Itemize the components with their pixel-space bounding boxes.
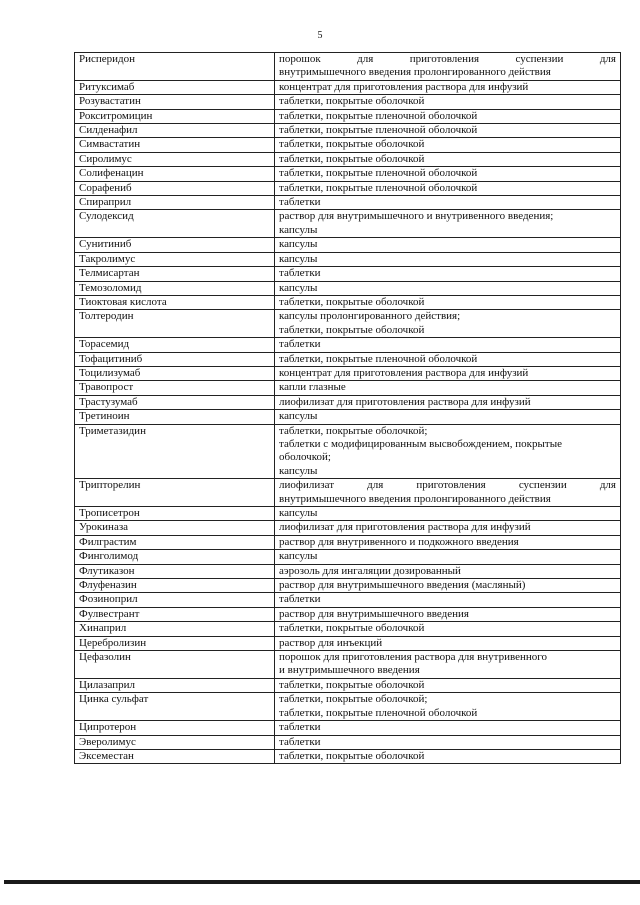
- dosage-form-line: и внутримышечного введения: [279, 664, 420, 677]
- dosage-form-line: таблетки, покрытые оболочкой: [279, 138, 425, 151]
- drug-name-cell: Фозиноприл: [75, 593, 275, 607]
- table-row: [75, 564, 621, 578]
- word: для: [599, 479, 616, 492]
- dosage-form-cell: [275, 735, 621, 749]
- dosage-form-line: внутримышечного введения пролонгированного действия: [279, 66, 551, 79]
- drug-name-cell: Сулодексид: [75, 210, 275, 238]
- table-row: [75, 479, 621, 507]
- drug-name-cell: Ципротерон: [75, 721, 275, 735]
- drug-name-cell: Солифенацин: [75, 167, 275, 181]
- dosage-form-cell: [275, 138, 621, 152]
- table-row: [75, 693, 621, 721]
- dosage-form-cell: [275, 579, 621, 593]
- table-row: [75, 636, 621, 650]
- dosage-form-cell: [275, 564, 621, 578]
- dosage-form-line: [279, 479, 616, 492]
- dosage-form-line: таблетки, покрытые оболочкой: [279, 95, 425, 108]
- drug-name-cell: Филграстим: [75, 535, 275, 549]
- table-row: [75, 366, 621, 380]
- drug-table: [74, 52, 621, 764]
- word: приготовления: [409, 53, 480, 65]
- word: для: [357, 53, 374, 65]
- table-row: [75, 238, 621, 252]
- word: суспензии: [515, 53, 564, 65]
- dosage-form-line: таблетки, покрытые оболочкой;: [279, 693, 428, 706]
- dosage-form-line: таблетки, покрытые пленочной оболочкой: [279, 181, 478, 194]
- dosage-form-cell: [275, 607, 621, 621]
- drug-name-cell: Сиролимус: [75, 152, 275, 166]
- page-number: 5: [317, 30, 323, 41]
- dosage-form-line: оболочкой;: [279, 451, 331, 464]
- dosage-form-line: таблетки: [279, 196, 321, 209]
- drug-name-cell: Рокситромицин: [75, 109, 275, 123]
- bottom-rule: [4, 880, 640, 884]
- word: для: [367, 479, 384, 492]
- word: приготовления: [416, 479, 486, 492]
- dosage-form-cell: [275, 381, 621, 395]
- table-row: [75, 607, 621, 621]
- dosage-form-cell: [275, 636, 621, 650]
- table-row: [75, 410, 621, 424]
- dosage-form-cell: [275, 53, 621, 81]
- dosage-form-cell: [275, 109, 621, 123]
- word: лиофилизат: [279, 479, 335, 492]
- dosage-form-line: капсулы: [279, 281, 318, 294]
- table-row: [75, 267, 621, 281]
- dosage-form-line: концентрат для приготовления раствора для инфузий: [279, 366, 529, 379]
- dosage-form-cell: [275, 95, 621, 109]
- dosage-form-cell: [275, 181, 621, 195]
- dosage-form-cell: [275, 338, 621, 352]
- dosage-form-line: капсулы: [279, 223, 318, 236]
- table-row: [75, 295, 621, 309]
- dosage-form-cell: [275, 281, 621, 295]
- table-row: [75, 622, 621, 636]
- dosage-form-cell: [275, 410, 621, 424]
- drug-name-cell: Телмисартан: [75, 267, 275, 281]
- dosage-form-line: порошок для приготовления раствора для внутривенного: [279, 651, 548, 664]
- dosage-form-line: таблетки, покрытые пленочной оболочкой: [279, 167, 478, 180]
- word: порошок: [279, 53, 321, 65]
- word: суспензии: [518, 479, 567, 492]
- drug-name-cell: Тоцилизумаб: [75, 366, 275, 380]
- dosage-form-line: таблетки: [279, 267, 321, 280]
- drug-name-cell: Хинаприл: [75, 622, 275, 636]
- table-row: [75, 152, 621, 166]
- dosage-form-cell: [275, 152, 621, 166]
- dosage-form-line: таблетки с модифицированным высвобождением, покрытые: [279, 437, 562, 450]
- dosage-form-cell: [275, 678, 621, 692]
- dosage-form-cell: [275, 535, 621, 549]
- dosage-form-line: раствор для внутримышечного введения (масляный): [279, 579, 526, 592]
- dosage-form-cell: [275, 295, 621, 309]
- dosage-form-cell: [275, 196, 621, 210]
- table-row: [75, 95, 621, 109]
- dosage-form-line: внутримышечного введения пролонгированного действия: [279, 492, 551, 505]
- table-row: [75, 678, 621, 692]
- word: для: [599, 53, 616, 65]
- dosage-form-line: таблетки: [279, 721, 321, 734]
- drug-name-cell: Эверолимус: [75, 735, 275, 749]
- drug-name-cell: Рисперидон: [75, 53, 275, 81]
- drug-name-cell: Трописетрон: [75, 507, 275, 521]
- dosage-form-line: таблетки, покрытые оболочкой: [279, 323, 425, 336]
- table-row: [75, 310, 621, 338]
- table-row: [75, 550, 621, 564]
- dosage-form-cell: [275, 310, 621, 338]
- dosage-form-line: раствор для внутримышечного и внутривенного введения;: [279, 210, 554, 223]
- dosage-form-cell: [275, 424, 621, 479]
- table-row: [75, 749, 621, 763]
- dosage-form-cell: [275, 721, 621, 735]
- dosage-form-cell: [275, 395, 621, 409]
- table-row: [75, 721, 621, 735]
- table-row: [75, 338, 621, 352]
- drug-table-body: [75, 53, 621, 764]
- dosage-form-cell: [275, 651, 621, 679]
- dosage-form-line: таблетки, покрытые оболочкой: [279, 152, 425, 165]
- table-row: [75, 281, 621, 295]
- drug-name-cell: Флутиказон: [75, 564, 275, 578]
- table-row: [75, 521, 621, 535]
- dosage-form-cell: [275, 238, 621, 252]
- table-row: [75, 80, 621, 94]
- drug-name-cell: Тофацитиниб: [75, 352, 275, 366]
- dosage-form-line: раствор для инъекций: [279, 636, 383, 649]
- drug-name-cell: Торасемид: [75, 338, 275, 352]
- dosage-form-cell: [275, 507, 621, 521]
- drug-name-cell: Такролимус: [75, 252, 275, 266]
- dosage-form-line: капсулы: [279, 410, 318, 423]
- drug-name-cell: Сорафениб: [75, 181, 275, 195]
- table-row: [75, 196, 621, 210]
- dosage-form-line: таблетки, покрытые оболочкой: [279, 295, 425, 308]
- dosage-form-line: концентрат для приготовления раствора для инфузий: [279, 80, 529, 93]
- table-row: [75, 651, 621, 679]
- drug-name-cell: Сунитиниб: [75, 238, 275, 252]
- drug-name-cell: Цинка сульфат: [75, 693, 275, 721]
- dosage-form-cell: [275, 550, 621, 564]
- dosage-form-line: капсулы: [279, 550, 318, 563]
- dosage-form-line: таблетки, покрытые пленочной оболочкой: [279, 706, 478, 719]
- dosage-form-line: капсулы: [279, 464, 318, 477]
- table-row: [75, 579, 621, 593]
- drug-name-cell: Церебролизин: [75, 636, 275, 650]
- table-row: [75, 252, 621, 266]
- dosage-form-cell: [275, 593, 621, 607]
- dosage-form-line: [279, 53, 616, 66]
- table-row: [75, 210, 621, 238]
- dosage-form-line: капсулы: [279, 238, 318, 251]
- dosage-form-cell: [275, 366, 621, 380]
- dosage-form-line: таблетки, покрытые пленочной оболочкой: [279, 352, 478, 365]
- table-row: [75, 109, 621, 123]
- drug-name-cell: Триметазидин: [75, 424, 275, 479]
- dosage-form-cell: [275, 622, 621, 636]
- dosage-form-line: таблетки, покрытые оболочкой: [279, 749, 425, 762]
- dosage-form-cell: [275, 124, 621, 138]
- dosage-form-line: капсулы: [279, 507, 318, 519]
- dosage-form-cell: [275, 267, 621, 281]
- dosage-form-cell: [275, 80, 621, 94]
- dosage-form-line: таблетки, покрытые оболочкой;: [279, 424, 428, 437]
- drug-name-cell: Тиоктовая кислота: [75, 295, 275, 309]
- table-row: [75, 124, 621, 138]
- drug-name-cell: Третиноин: [75, 410, 275, 424]
- dosage-form-line: аэрозоль для ингаляции дозированный: [279, 564, 461, 577]
- table-row: [75, 352, 621, 366]
- dosage-form-line: таблетки, покрытые оболочкой: [279, 678, 425, 691]
- table-row: [75, 138, 621, 152]
- drug-name-cell: Симвастатин: [75, 138, 275, 152]
- dosage-form-cell: [275, 210, 621, 238]
- dosage-form-cell: [275, 479, 621, 507]
- dosage-form-cell: [275, 167, 621, 181]
- table-row: [75, 535, 621, 549]
- table-row: [75, 381, 621, 395]
- table-row: [75, 507, 621, 521]
- table-row: [75, 181, 621, 195]
- dosage-form-line: таблетки, покрытые пленочной оболочкой: [279, 124, 478, 137]
- drug-name-cell: Флуфеназин: [75, 579, 275, 593]
- dosage-form-line: капсулы: [279, 252, 318, 265]
- table-row: [75, 395, 621, 409]
- drug-name-cell: Трипторелин: [75, 479, 275, 507]
- drug-name-cell: Ритуксимаб: [75, 80, 275, 94]
- dosage-form-line: раствор для внутримышечного введения: [279, 607, 469, 620]
- drug-name-cell: Травопрост: [75, 381, 275, 395]
- dosage-form-line: таблетки: [279, 593, 321, 606]
- dosage-form-cell: [275, 693, 621, 721]
- drug-name-cell: Цилазаприл: [75, 678, 275, 692]
- dosage-form-line: таблетки, покрытые оболочкой: [279, 622, 425, 635]
- dosage-form-cell: [275, 521, 621, 535]
- dosage-form-line: капсулы пролонгированного действия;: [279, 310, 461, 323]
- drug-name-cell: Темозоломид: [75, 281, 275, 295]
- drug-name-cell: Фулвестрант: [75, 607, 275, 621]
- dosage-form-line: раствор для внутривенного и подкожного введения: [279, 535, 519, 548]
- drug-name-cell: Силденафил: [75, 124, 275, 138]
- drug-name-cell: Розувастатин: [75, 95, 275, 109]
- dosage-form-cell: [275, 252, 621, 266]
- dosage-form-line: лиофилизат для приготовления раствора для инфузий: [279, 395, 531, 408]
- dosage-form-line: таблетки: [279, 735, 321, 748]
- drug-name-cell: Толтеродин: [75, 310, 275, 338]
- drug-name-cell: Финголимод: [75, 550, 275, 564]
- dosage-form-cell: [275, 352, 621, 366]
- dosage-form-line: таблетки: [279, 338, 321, 351]
- dosage-form-line: таблетки, покрытые пленочной оболочкой: [279, 109, 478, 122]
- dosage-form-cell: [275, 749, 621, 763]
- dosage-form-line: лиофилизат для приготовления раствора для инфузий: [279, 521, 531, 534]
- drug-name-cell: Цефазолин: [75, 651, 275, 679]
- table-row: [75, 53, 621, 81]
- drug-name-cell: Спираприл: [75, 196, 275, 210]
- drug-name-cell: Эксеместан: [75, 749, 275, 763]
- table-row: [75, 167, 621, 181]
- dosage-form-line: капли глазные: [279, 381, 346, 394]
- drug-name-cell: Урокиназа: [75, 521, 275, 535]
- table-row: [75, 593, 621, 607]
- table-row: [75, 424, 621, 479]
- drug-name-cell: Трастузумаб: [75, 395, 275, 409]
- table-row: [75, 735, 621, 749]
